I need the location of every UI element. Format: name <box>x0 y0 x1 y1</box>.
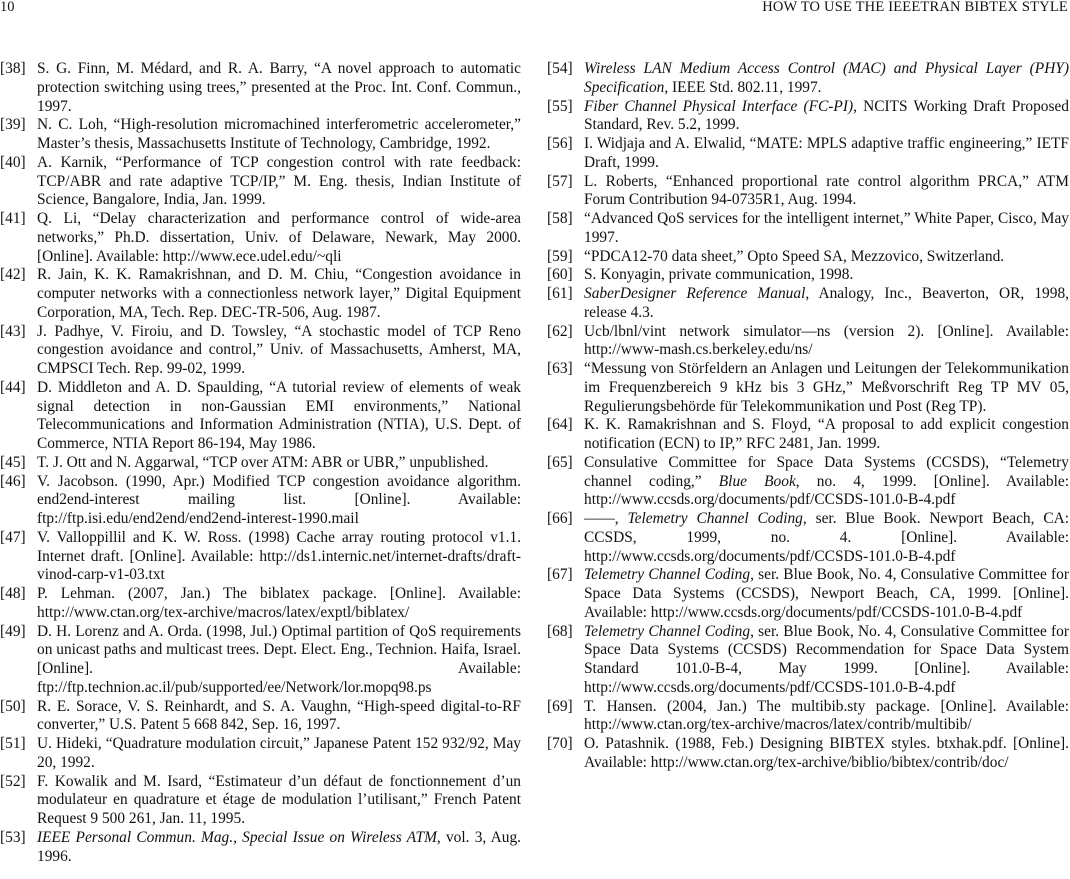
reference-entry <box>0 473 521 529</box>
reference-label: [42] <box>0 266 26 284</box>
reference-label: [64] <box>547 416 573 434</box>
reference-text-segment: T. J. Ott and N. Aggarwal, “TCP over ATM: ABR or UBR,” unpublished. <box>37 453 489 471</box>
reference-text-segment: A. Karnik, “Performance of TCP congestion control with rate feedback: TCP/ABR and rate adaptive TCP/IP,” M. Eng. thesis, Indian Institute of Science, Bangalore, India, Jan. 1999. <box>37 153 521 209</box>
reference-title-italic: Fiber Channel Physical Interface (FC-PI) <box>584 97 854 115</box>
reference-entry <box>547 735 1069 773</box>
reference-entry <box>547 416 1069 454</box>
reference-label: [70] <box>547 735 573 752</box>
reference-text <box>37 323 521 379</box>
reference-label: [46] <box>0 472 26 490</box>
page-number: 10 <box>0 0 15 15</box>
reference-text <box>584 454 1069 510</box>
reference-label: [43] <box>0 322 26 340</box>
reference-text-segment: R. Jain, K. K. Ramakrishnan, and D. M. Chiu, “Congestion avoidance in computer networks with a connectionless network layer,” Digital Equipment Corporation, MA, Tech. Rep. DEC-TR-506, Aug. 1987. <box>37 266 521 321</box>
reference-text-segment: , no. 4, 1999. [Online]. Available: http://www.ccsds.org/documents/pdf/CCSDS-101.0-B-4.pdf <box>584 472 1069 509</box>
reference-text <box>584 416 1069 454</box>
reference-text-segment: , NCITS Working Draft Proposed Standard, Rev. 5.2, 1999. <box>584 97 1069 134</box>
reference-label: [67] <box>547 566 573 584</box>
reference-text-segment: “Advanced QoS services for the intelligent internet,” White Paper, Cisco, May 1997. <box>584 210 1069 246</box>
reference-label: [60] <box>547 266 573 284</box>
reference-text <box>37 735 521 773</box>
reference-text <box>584 510 1069 566</box>
reference-label: [56] <box>547 135 573 152</box>
reference-entry <box>547 266 1069 285</box>
reference-text <box>37 154 521 210</box>
reference-entry <box>0 698 521 736</box>
reference-text-segment: , IEEE Std. 802.11, 1997. <box>664 78 822 96</box>
reference-text <box>584 323 1069 361</box>
reference-entry <box>0 116 521 154</box>
reference-text-segment: , Analogy, Inc., Beaverton, OR, 1998, release 4.3. <box>584 285 1069 321</box>
reference-text-segment: , ser. Blue Book, No. 4, Consulative Committee for Space Data Systems (CCSDS), Newport Beach, CA, 1999. [Online]. Available: http://www.ccsds.org/documents/pdf/CCSDS-101.0-B-4.pdf <box>584 566 1069 621</box>
reference-entry <box>0 323 521 379</box>
reference-text-segment: R. E. Sorace, V. S. Reinhardt, and S. A. Vaughn, “High-speed digital-to-RF converter,” U.S. Patent 5 668 842, Sep. 16, 1997. <box>37 697 521 734</box>
reference-text <box>584 173 1069 211</box>
reference-title-italic: Telemetry Channel Coding <box>584 566 751 584</box>
reference-entry <box>547 698 1069 736</box>
reference-label: [52] <box>0 772 26 790</box>
reference-text <box>584 60 1069 98</box>
reference-label: [68] <box>547 622 573 640</box>
reference-text <box>37 379 521 454</box>
reference-entry <box>547 285 1069 323</box>
reference-text <box>584 566 1069 622</box>
reference-label: [63] <box>547 360 573 377</box>
reference-label: [48] <box>0 585 26 602</box>
reference-label: [65] <box>547 453 573 471</box>
reference-entry <box>547 623 1069 698</box>
reference-text <box>584 210 1069 248</box>
reference-text-segment: “Messung von Störfeldern an Anlagen und Leitungen der Telekommunikation im Frequenzbereich 9 kHz bis 3 GHz,” Meßvorschrift Reg TP MV 05, Regulierungsbehörde für Telekommunikation und Post (Reg TP). <box>584 360 1069 415</box>
reference-text-segment: V. Valloppillil and K. W. Ross. (1998) Cache array routing protocol v1.1. Internet draft. [Online]. Available: http://ds1.internic.net/internet-drafts/draft-vinod-carp-v1-03.txt <box>37 528 521 584</box>
reference-label: [45] <box>0 453 26 471</box>
reference-entry <box>0 829 521 867</box>
reference-column-left <box>0 60 521 866</box>
reference-text-segment: I. Widjaja and A. Elwalid, “MATE: MPLS adaptive traffic engineering,” IETF Draft, 1999. <box>584 135 1069 171</box>
reference-text <box>584 623 1069 698</box>
reference-title-italic: Telemetry Channel Coding <box>627 510 803 527</box>
reference-text <box>584 266 1069 285</box>
reference-entry <box>0 529 521 585</box>
reference-text <box>37 116 521 154</box>
reference-entry <box>547 566 1069 622</box>
reference-label: [47] <box>0 528 26 546</box>
reference-label: [55] <box>547 97 573 115</box>
running-header <box>0 0 1070 17</box>
reference-label: [69] <box>547 697 573 715</box>
reference-label: [38] <box>0 60 26 77</box>
reference-entry <box>0 154 521 210</box>
reference-entry <box>0 585 521 623</box>
reference-text <box>37 210 521 266</box>
reference-text-segment: F. Kowalik and M. Isard, “Estimateur d’un défaut de fonctionnement d’un modulateur en quadrature et étage de modulation l’utilisant,” French Patent Request 9 500 261, Jan. 11, 1995. <box>37 772 521 827</box>
reference-text <box>584 135 1069 173</box>
reference-text <box>37 266 521 322</box>
reference-text-segment: V. Jacobson. (1990, Apr.) Modified TCP congestion avoidance algorithm. end2end-interest mailing list. [Online]. Available: ftp://ftp.isi.edu/end2end/end2end-interest-1990.mail <box>37 472 521 527</box>
reference-entry <box>547 210 1069 248</box>
reference-text-segment: T. Hansen. (2004, Jan.) The multibib.sty package. [Online]. Available: http://www.ctan.org/tex-archive/macros/latex/contrib/multibib/ <box>584 697 1069 734</box>
reference-text <box>584 698 1069 736</box>
reference-entry <box>0 623 521 698</box>
reference-entry <box>0 773 521 829</box>
reference-entry <box>547 60 1069 98</box>
reference-text-segment: S. Konyagin, private communication, 1998. <box>584 266 854 284</box>
reference-label: [44] <box>0 378 26 396</box>
reference-text <box>584 248 1069 267</box>
reference-text <box>37 529 521 585</box>
reference-label: [59] <box>547 247 573 265</box>
reference-entry <box>0 210 521 266</box>
reference-label: [62] <box>547 322 573 340</box>
reference-entry <box>547 454 1069 510</box>
reference-label: [54] <box>547 60 573 77</box>
reference-entry <box>547 323 1069 361</box>
reference-text <box>37 623 521 698</box>
reference-label: [49] <box>0 622 26 640</box>
reference-label: [66] <box>547 510 573 527</box>
reference-entry <box>0 735 521 773</box>
reference-entry <box>547 135 1069 173</box>
reference-entry <box>547 360 1069 416</box>
reference-text-segment: “PDCA12-70 data sheet,” Opto Speed SA, Mezzovico, Switzerland. <box>584 247 1005 265</box>
reference-text <box>37 829 521 867</box>
reference-text-segment: P. Lehman. (2007, Jan.) The biblatex package. [Online]. Available: http://www.ctan.org/tex-archive/macros/latex/exptl/biblatex/ <box>37 585 521 621</box>
reference-title-italic: Blue Book <box>718 472 796 490</box>
reference-text-segment: J. Padhye, V. Firoiu, and D. Towsley, “A stochastic model of TCP Reno congestion avoidance and control,” Univ. of Massachusetts, Amherst, MA, CMPSCI Tech. Rep. 99-02, 1999. <box>37 322 521 377</box>
reference-text <box>584 285 1069 323</box>
reference-text-segment: Ucb/lbnl/vint network simulator—ns (version 2). [Online]. Available: http://www-mash.cs.berkeley.edu/ns/ <box>584 322 1069 359</box>
reference-entry <box>0 379 521 454</box>
reference-text-segment: Consulative Committee for Space Data Systems (CCSDS), “Telemetry channel coding,” <box>584 453 1069 490</box>
reference-label: [61] <box>547 285 573 302</box>
reference-text-segment: D. Middleton and A. D. Spaulding, “A tutorial review of elements of weak signal detection in non-Gaussian EMI environments,” National Telecommunications and Information Administration (NTIA), U.S. Dept. of Commerce, NTIA Report 86-194, May 1986. <box>37 378 521 452</box>
reference-title-italic: Telemetry Channel Coding <box>584 622 751 640</box>
reference-text <box>37 773 521 829</box>
reference-text-segment: K. K. Ramakrishnan and S. Floyd, “A proposal to add explicit congestion notification (ECN) to IP,” RFC 2481, Jan. 1999. <box>584 416 1069 452</box>
reference-label: [39] <box>0 116 26 134</box>
reference-text-segment: , ser. Blue Book, No. 4, Consulative Committee for Space Data Systems (CCSDS) Recommendation for Space Data System Standard 101.0-B-4, May 1999. [Online]. Available: http://www.ccsds.org/documents/pdf/CCSDS-101.0-B-4.pdf <box>584 622 1069 696</box>
reference-text <box>584 360 1069 416</box>
reference-entry <box>547 98 1069 136</box>
reference-text <box>37 454 521 473</box>
reference-label: [58] <box>547 210 573 227</box>
reference-text-segment: L. Roberts, “Enhanced proportional rate control algorithm PRCA,” ATM Forum Contribution 94-0735R1, Aug. 1994. <box>584 172 1069 209</box>
reference-title-italic: SaberDesigner Reference Manual <box>584 285 806 302</box>
reference-entry <box>0 454 521 473</box>
reference-label: [41] <box>0 210 26 227</box>
reference-label: [50] <box>0 697 26 715</box>
reference-text-segment: Q. Li, “Delay characterization and performance control of wide-area networks,” Ph.D. dissertation, Univ. of Delaware, Newark, May 2000. [Online]. Available: http://www.ece.udel.edu/~qli <box>37 210 521 265</box>
reference-text <box>584 98 1069 136</box>
reference-text-segment: D. H. Lorenz and A. Orda. (1998, Jul.) Optimal partition of QoS requirements on unicast paths and multicast trees. Dept. Elect. Eng., Technion. Haifa, Israel. [Online]. Available: ftp://ftp.technion.ac.il/pub/supported/ee/Network/lor.mopq98.ps <box>37 622 521 696</box>
reference-entry <box>547 173 1069 211</box>
reference-text-segment: U. Hideki, “Quadrature modulation circuit,” Japanese Patent 152 932/92, May 20, 1992. <box>37 735 521 771</box>
reference-text <box>37 473 521 529</box>
reference-label: [40] <box>0 153 26 171</box>
reference-title-italic: IEEE Personal Commun. Mag., Special Issue on Wireless ATM <box>37 828 437 846</box>
reference-text-segment: , vol. 3, Aug. 1996. <box>37 828 521 865</box>
reference-text-segment: S. G. Finn, M. Médard, and R. A. Barry, “A novel approach to automatic protection switching using trees,” presented at the Proc. Int. Conf. Commun., 1997. <box>37 60 521 115</box>
reference-entry <box>547 510 1069 566</box>
reference-column-right <box>547 60 1069 773</box>
reference-title-italic: Wireless LAN Medium Access Control (MAC) and Physical Layer (PHY) Specification <box>584 60 1069 96</box>
reference-text <box>584 735 1069 773</box>
reference-text <box>37 585 521 623</box>
reference-text-segment: ——, <box>584 510 628 527</box>
reference-entry <box>0 60 521 116</box>
running-title: HOW TO USE THE IEEETRAN BIBTEX STYLE <box>762 0 1068 15</box>
reference-label: [53] <box>0 828 26 846</box>
reference-entry <box>547 248 1069 267</box>
reference-text-segment: , ser. Blue Book. Newport Beach, CA: CCSDS, 1999, no. 4. [Online]. Available: http://www.ccsds.org/documents/pdf/CCSDS-101.0-B-4.pdf <box>584 510 1069 565</box>
reference-text <box>37 60 521 116</box>
reference-label: [51] <box>0 735 26 752</box>
reference-label: [57] <box>547 172 573 190</box>
reference-entry <box>0 266 521 322</box>
reference-text <box>37 698 521 736</box>
reference-text-segment: O. Patashnik. (1988, Feb.) Designing BIBTEX styles. btxhak.pdf. [Online]. Available: http://www.ctan.org/tex-archive/biblio/bibtex/contrib/doc/ <box>584 735 1069 771</box>
reference-text-segment: N. C. Loh, “High-resolution micromachined interferometric accelerometer,” Master’s thesis, Massachusetts Institute of Technology, Cambridge, 1992. <box>37 116 521 152</box>
